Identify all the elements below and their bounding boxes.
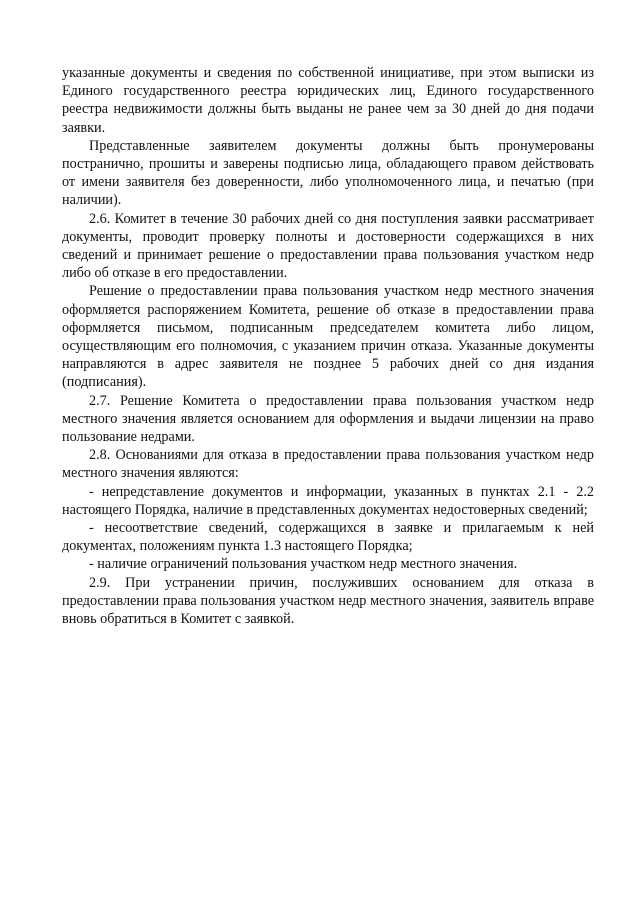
paragraph-documents-numbering: Представленные заявителем документы должны быть пронумерованы постранично, прошиты и заверены подписью лица, обладающего правом действовать от имени заявителя без доверенности, либо уполномоченного лица, и печатью (при наличии). xyxy=(62,137,594,209)
document-body xyxy=(62,64,594,628)
list-item-refusal-reason-2: - несоответствие сведений, содержащихся в заявке и прилагаемым к ней документах, положениям пункта 1.3 настоящего Порядка; xyxy=(62,520,594,555)
list-item-refusal-reason-1: - непредставление документов и информации, указанных в пунктах 2.1 - 2.2 настоящего Порядка, наличие в представленных документах недостоверных сведений; xyxy=(62,483,594,518)
paragraph-decision-format: Решение о предоставлении права пользования участком недр местного значения оформляется распоряжением Комитета, решение об отказе в предоставлении права оформляется письмом, подписанным председателем комитета либо лицом, осуществляющим его полномочия, с указанием причин отказа. Указанные документы направляются в адрес заявителя не позднее 5 рабочих дней со дня издания (подписания). xyxy=(62,283,594,391)
paragraph-2-8: 2.8. Основаниями для отказа в предоставлении права пользования участком недр местного значения являются: xyxy=(62,447,594,482)
list-item-refusal-reason-3: - наличие ограничений пользования участком недр местного значения. xyxy=(89,556,518,573)
paragraph-2-6: 2.6. Комитет в течение 30 рабочих дней со дня поступления заявки рассматривает документы, проводит проверку полноты и достоверности содержащихся в них сведений и принимает решение о предоставлении права пользования участком недр либо об отказе в его предоставлении. xyxy=(62,210,594,282)
paragraph-continuation: указанные документы и сведения по собственной инициативе, при этом выписки из Единого государственного реестра юридических лиц, Единого государственного реестра недвижимости должны быть выданы не ранее чем за 30 дней до дня подачи заявки. xyxy=(62,65,594,136)
paragraph-2-7: 2.7. Решение Комитета о предоставлении права пользования участком недр местного значения является основанием для оформления и выдачи лицензии на право пользование недрами. xyxy=(62,392,594,446)
paragraph-2-9: 2.9. При устранении причин, послуживших основанием для отказа в предоставлении права пользования участком недр местного значения, заявитель вправе вновь обратиться в Комитет с заявкой. xyxy=(62,574,594,628)
